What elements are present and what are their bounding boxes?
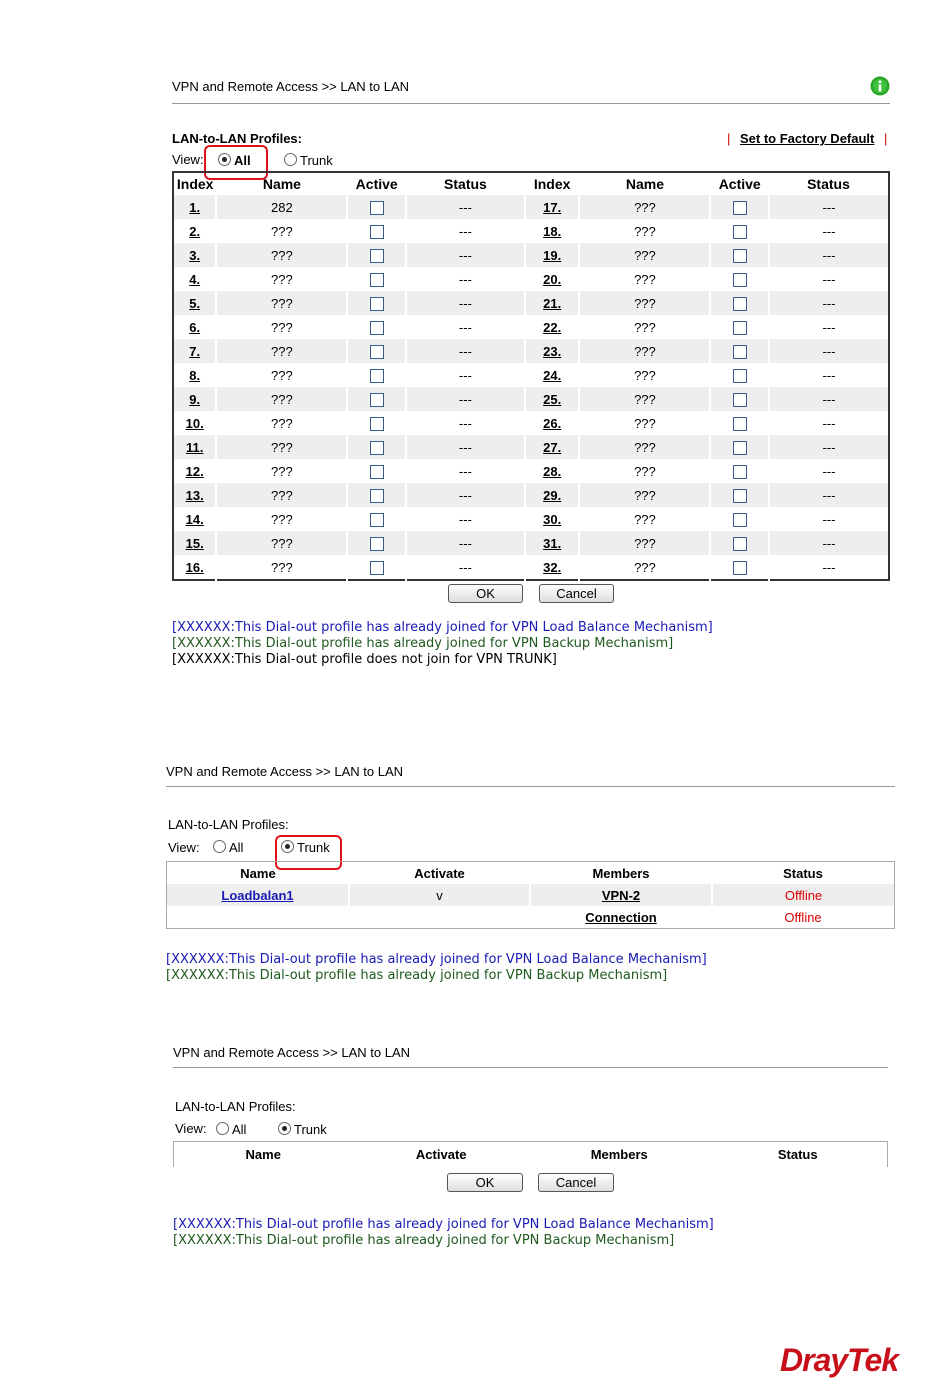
profile-index-link[interactable]: 12.: [173, 459, 216, 483]
column-header: Index: [533, 176, 571, 192]
profile-status: ---: [769, 483, 889, 507]
active-cell: [347, 459, 405, 483]
active-cell: [710, 243, 768, 267]
profile-index-link[interactable]: 30.: [525, 507, 579, 531]
active-cell: [710, 531, 768, 555]
profile-index-link[interactable]: 8.: [173, 363, 216, 387]
active-cell: [347, 339, 405, 363]
column-header: Name: [245, 1147, 281, 1162]
profile-status: ---: [406, 267, 525, 291]
profile-name: ???: [216, 219, 347, 243]
active-cell: [347, 219, 405, 243]
active-cell: [710, 315, 768, 339]
profile-index-link[interactable]: 15.: [173, 531, 216, 555]
active-checkbox[interactable]: [733, 417, 747, 431]
active-cell: [347, 291, 405, 315]
factory-default-link[interactable]: Set to Factory Default: [740, 131, 875, 146]
active-checkbox[interactable]: [733, 513, 747, 527]
profile-status: ---: [769, 435, 889, 459]
table-row: [173, 267, 889, 291]
column-header: Name: [262, 176, 301, 192]
column-header: Status: [807, 176, 850, 192]
profile-index-link[interactable]: 17.: [525, 195, 579, 219]
profile-status: ---: [406, 555, 525, 580]
profile-index-link[interactable]: 10.: [173, 411, 216, 435]
view-all-radio[interactable]: All: [216, 1122, 246, 1137]
profiles-label: LAN-to-LAN Profiles:: [172, 131, 302, 146]
profile-name: ???: [579, 315, 710, 339]
profile-name: ???: [216, 243, 347, 267]
active-checkbox[interactable]: [733, 561, 747, 575]
note-backup: [XXXXXX:This Dial-out profile has already joined for VPN Backup Mechanism]: [166, 968, 668, 983]
profile-status: ---: [406, 195, 525, 219]
active-cell: [347, 363, 405, 387]
active-checkbox[interactable]: [733, 225, 747, 239]
profile-index-link[interactable]: 3.: [173, 243, 216, 267]
profiles-label: LAN-to-LAN Profiles:: [168, 817, 289, 832]
profile-name: ???: [216, 531, 347, 555]
profile-status: ---: [769, 339, 889, 363]
profile-name: ???: [216, 507, 347, 531]
active-checkbox[interactable]: [370, 537, 384, 551]
profile-index-link[interactable]: 24.: [525, 363, 579, 387]
column-header: Name: [240, 865, 276, 881]
profile-index-link[interactable]: 19.: [525, 243, 579, 267]
profile-status: ---: [769, 531, 889, 555]
profile-status: ---: [406, 339, 525, 363]
profile-name: ???: [579, 387, 710, 411]
active-checkbox[interactable]: [370, 369, 384, 383]
table-row: [173, 555, 889, 580]
profile-name: ???: [579, 411, 710, 435]
page-title: VPN and Remote Access >> LAN to LAN: [166, 764, 404, 779]
active-cell: [347, 531, 405, 555]
profile-index-link[interactable]: 25.: [525, 387, 579, 411]
profile-status: ---: [822, 223, 836, 239]
active-checkbox[interactable]: [370, 561, 384, 575]
view-label: View:: [168, 840, 200, 855]
status-value: Offline: [712, 884, 895, 906]
profile-name: ???: [579, 243, 710, 267]
profile-name: ???: [579, 531, 710, 555]
activate-value: v: [349, 884, 530, 906]
active-checkbox[interactable]: [733, 249, 747, 263]
profiles-label: LAN-to-LAN Profiles:: [175, 1099, 296, 1114]
active-cell: [347, 267, 405, 291]
cancel-button[interactable]: Cancel: [539, 584, 614, 603]
note-no-trunk: [XXXXXX:This Dial-out profile does not join for VPN TRUNK]: [172, 652, 557, 667]
active-checkbox[interactable]: [370, 489, 384, 503]
active-cell: [347, 387, 405, 411]
active-cell: [710, 507, 768, 531]
table-row: [167, 884, 895, 906]
active-checkbox[interactable]: [733, 345, 747, 359]
table-row: [173, 339, 889, 363]
active-cell: [710, 411, 768, 435]
column-header: Index: [176, 176, 214, 192]
active-checkbox[interactable]: [733, 321, 747, 335]
table-row: [173, 411, 889, 435]
active-cell: [347, 411, 405, 435]
column-header: Active: [718, 176, 761, 192]
active-cell: [347, 555, 405, 580]
active-checkbox[interactable]: [370, 393, 384, 407]
table-row: [173, 507, 889, 531]
profile-name: ???: [579, 555, 710, 580]
profile-status: ---: [769, 291, 889, 315]
profile-name: ???: [579, 339, 710, 363]
table-row: [173, 315, 889, 339]
radio-empty-icon: [284, 153, 297, 166]
active-checkbox[interactable]: [370, 201, 384, 215]
table-row: [173, 387, 889, 411]
profile-name: ???: [216, 291, 347, 315]
column-header: Status: [444, 176, 487, 192]
trunk-table: [173, 1141, 888, 1167]
active-checkbox[interactable]: [370, 249, 384, 263]
active-cell: [347, 195, 405, 219]
table-row: [173, 291, 889, 315]
profile-status: ---: [406, 387, 525, 411]
active-checkbox[interactable]: [370, 297, 384, 311]
profile-index-link[interactable]: 27.: [525, 435, 579, 459]
table-row: [173, 243, 889, 267]
note-load-balance: [XXXXXX:This Dial-out profile has already joined for VPN Load Balance Mechanism]: [172, 620, 713, 635]
profile-status: ---: [822, 415, 836, 431]
profile-status: ---: [406, 243, 525, 267]
profile-status: ---: [406, 315, 525, 339]
view-all-radio[interactable]: All: [213, 840, 243, 855]
note-load-balance: [XXXXXX:This Dial-out profile has already joined for VPN Load Balance Mechanism]: [166, 952, 707, 967]
active-cell: [710, 339, 768, 363]
profile-name: ???: [579, 195, 710, 219]
profile-name: ???: [579, 267, 710, 291]
profile-index-link[interactable]: 31.: [525, 531, 579, 555]
profile-status: ---: [822, 463, 836, 479]
profile-status: ---: [769, 387, 889, 411]
active-checkbox[interactable]: [733, 201, 747, 215]
profile-index-link[interactable]: 2.: [173, 219, 216, 243]
active-checkbox[interactable]: [733, 297, 747, 311]
active-cell: [710, 483, 768, 507]
column-header: Active: [355, 176, 398, 192]
radio-selected-icon: [278, 1122, 291, 1135]
profile-index-link[interactable]: 11.: [173, 435, 216, 459]
profile-index-link[interactable]: 13.: [173, 483, 216, 507]
note-backup: [XXXXXX:This Dial-out profile has already joined for VPN Backup Mechanism]: [172, 636, 674, 651]
profile-name: ???: [216, 363, 347, 387]
cancel-button[interactable]: Cancel: [538, 1173, 614, 1192]
profile-status: ---: [406, 435, 525, 459]
active-cell: [710, 267, 768, 291]
profile-index-link[interactable]: 14.: [173, 507, 216, 531]
profile-status: ---: [822, 319, 836, 335]
view-label: View:: [172, 152, 204, 167]
profile-index-link[interactable]: 29.: [525, 483, 579, 507]
profile-index-link[interactable]: 6.: [173, 315, 216, 339]
table-row: [173, 483, 889, 507]
active-checkbox[interactable]: [370, 225, 384, 239]
active-cell: [710, 219, 768, 243]
column-header: Activate: [414, 865, 465, 881]
active-checkbox[interactable]: [370, 513, 384, 527]
column-header: Status: [777, 1147, 818, 1162]
active-cell: [710, 291, 768, 315]
profile-index-link[interactable]: 4.: [173, 267, 216, 291]
draytek-logo: DrayTek: [780, 1342, 899, 1378]
profile-index-link[interactable]: 32.: [525, 555, 579, 580]
note-load-balance: [XXXXXX:This Dial-out profile has already joined for VPN Load Balance Mechanism]: [173, 1217, 714, 1232]
profile-index-link[interactable]: 16.: [173, 555, 216, 580]
profile-status: ---: [769, 195, 889, 219]
view-label: View:: [175, 1121, 207, 1136]
profile-status: ---: [769, 243, 889, 267]
status-value: Offline: [784, 909, 822, 925]
active-cell: [710, 459, 768, 483]
profile-index-link[interactable]: 23.: [525, 339, 579, 363]
active-cell: [710, 435, 768, 459]
profile-name: ???: [216, 435, 347, 459]
view-trunk-radio[interactable]: Trunk: [278, 1122, 327, 1137]
profile-name: ???: [216, 339, 347, 363]
separator: |: [884, 131, 888, 146]
profile-name: ???: [579, 291, 710, 315]
profile-index-link[interactable]: 22.: [525, 315, 579, 339]
active-checkbox[interactable]: [370, 417, 384, 431]
active-checkbox[interactable]: [370, 441, 384, 455]
column-header: Members: [590, 1147, 648, 1162]
radio-empty-icon: [213, 840, 226, 853]
profile-name: ???: [216, 411, 347, 435]
column-header: Activate: [415, 1147, 467, 1162]
profile-status: ---: [406, 459, 525, 483]
active-checkbox[interactable]: [370, 273, 384, 287]
active-checkbox[interactable]: [370, 345, 384, 359]
profile-status: ---: [406, 291, 525, 315]
profile-name: ???: [216, 555, 347, 580]
member-link[interactable]: VPN-2: [601, 887, 641, 903]
column-header: Members: [592, 865, 650, 881]
profile-name: 282: [216, 195, 347, 219]
profile-status: ---: [406, 219, 525, 243]
profile-index-link[interactable]: 21.: [525, 291, 579, 315]
table-row: [167, 906, 895, 929]
profile-status: ---: [822, 511, 836, 527]
note-backup: [XXXXXX:This Dial-out profile has already joined for VPN Backup Mechanism]: [173, 1233, 675, 1248]
profile-status: ---: [822, 271, 836, 287]
profile-name: ???: [216, 315, 347, 339]
active-checkbox[interactable]: [370, 321, 384, 335]
active-checkbox[interactable]: [733, 537, 747, 551]
profile-index-link[interactable]: 26.: [525, 411, 579, 435]
active-cell: [347, 483, 405, 507]
view-all-radio[interactable]: All: [218, 153, 251, 168]
table-row: [173, 363, 889, 387]
profile-index-link[interactable]: 18.: [525, 219, 579, 243]
active-cell: [347, 315, 405, 339]
active-cell: [710, 195, 768, 219]
table-row: [173, 219, 889, 243]
table-row: [173, 195, 889, 219]
profiles-table: [172, 171, 890, 581]
active-checkbox[interactable]: [733, 489, 747, 503]
active-checkbox[interactable]: [733, 441, 747, 455]
page-title: VPN and Remote Access >> LAN to LAN: [173, 1045, 411, 1060]
active-cell: [710, 555, 768, 580]
ok-button[interactable]: OK: [447, 1173, 523, 1192]
profile-name: ???: [579, 435, 710, 459]
active-checkbox[interactable]: [733, 393, 747, 407]
profile-name: ???: [579, 507, 710, 531]
active-checkbox[interactable]: [370, 465, 384, 479]
table-row: [173, 435, 889, 459]
profile-status: ---: [406, 363, 525, 387]
active-checkbox[interactable]: [733, 465, 747, 479]
profile-name: ???: [216, 387, 347, 411]
column-header: Name: [625, 176, 664, 192]
trunk-table: [166, 861, 895, 929]
active-cell: [710, 363, 768, 387]
profile-name: ???: [216, 459, 347, 483]
profile-index-link[interactable]: 1.: [173, 195, 216, 219]
table-row: [173, 459, 889, 483]
ok-button[interactable]: OK: [448, 584, 523, 603]
profile-status: ---: [406, 531, 525, 555]
page-title: VPN and Remote Access >> LAN to LAN: [172, 79, 410, 94]
profile-status: ---: [406, 507, 525, 531]
profile-status: ---: [406, 483, 525, 507]
profile-name: ???: [216, 267, 347, 291]
info-icon[interactable]: [870, 76, 890, 96]
separator: |: [727, 131, 731, 146]
active-cell: [347, 243, 405, 267]
profile-index-link[interactable]: 20.: [525, 267, 579, 291]
member-link[interactable]: Connection: [585, 909, 657, 925]
view-trunk-radio[interactable]: Trunk: [281, 840, 330, 855]
active-checkbox[interactable]: [733, 273, 747, 287]
active-cell: [347, 435, 405, 459]
radio-empty-icon: [216, 1122, 229, 1135]
profile-status: ---: [406, 411, 525, 435]
profile-index-link[interactable]: 5.: [173, 291, 216, 315]
table-row: [173, 531, 889, 555]
profile-name: ???: [216, 483, 347, 507]
view-trunk-radio[interactable]: Trunk: [284, 153, 333, 168]
profile-index-link[interactable]: 9.: [173, 387, 216, 411]
profile-name: ???: [579, 219, 710, 243]
profile-index-link[interactable]: 7.: [173, 339, 216, 363]
profile-name: ???: [579, 483, 710, 507]
profile-status: ---: [822, 559, 836, 575]
trunk-name-link[interactable]: Loadbalan1: [221, 887, 294, 903]
profile-status: ---: [822, 367, 836, 383]
profile-name: ???: [579, 363, 710, 387]
profile-index-link[interactable]: 28.: [525, 459, 579, 483]
active-cell: [347, 507, 405, 531]
column-header: Status: [783, 865, 823, 881]
active-checkbox[interactable]: [733, 369, 747, 383]
profile-name: ???: [579, 459, 710, 483]
active-cell: [710, 387, 768, 411]
